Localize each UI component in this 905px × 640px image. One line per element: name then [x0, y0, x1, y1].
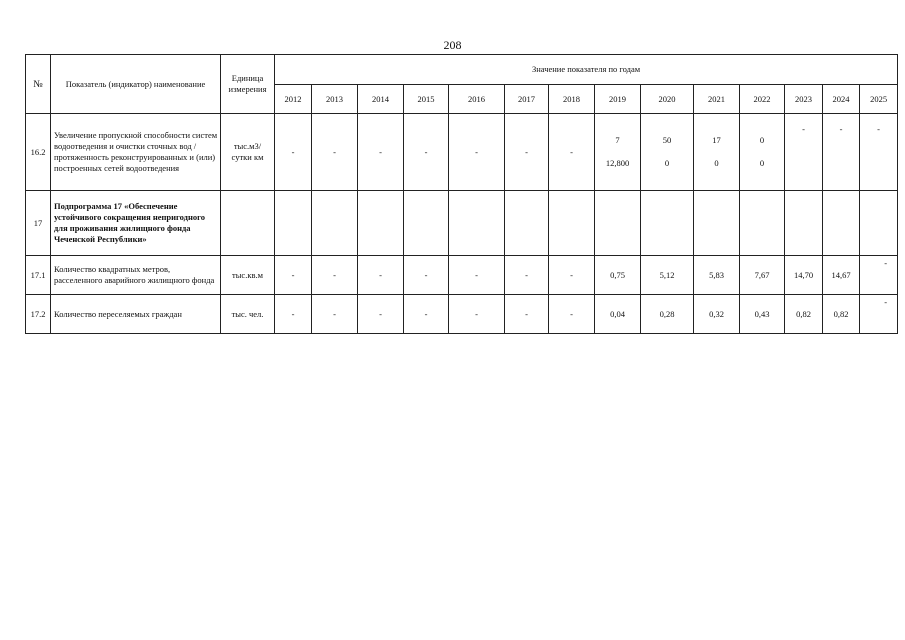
value-cell: 0,28 [641, 295, 694, 334]
value-cell [312, 191, 358, 256]
value-cell [358, 191, 404, 256]
indicator-name-line: протяженность реконструированных и (или) построенных сетей водоотведения [54, 152, 216, 173]
value-cell: 5,12 [641, 256, 694, 295]
value-cell [823, 191, 860, 256]
value-cell: - [505, 295, 549, 334]
value-cell [785, 191, 823, 256]
value-cell [641, 191, 694, 256]
value-line: 50 [662, 135, 672, 145]
value-cell: - [505, 256, 549, 295]
unit-cell: тыс.м3/ сутки км [221, 114, 275, 191]
row-number: 17 [26, 191, 51, 256]
value-cell: - [549, 295, 595, 334]
indicators-table [25, 54, 898, 334]
value-cell: - [449, 114, 505, 191]
value-line: 0 [664, 158, 670, 168]
indicator-name: Количество переселяемых граждан [51, 295, 221, 334]
value-cell: - [275, 114, 312, 191]
value-cell [740, 114, 785, 191]
indicator-name [51, 114, 221, 191]
subprogram-title: Подпрограмма 17 «Обеспечение устойчивого сокращения непригодного для проживания жилищного фонда Чеченской Республики» [51, 191, 221, 256]
table-row [26, 114, 898, 191]
value-cell: 14,67 [823, 256, 860, 295]
value-cell [694, 191, 740, 256]
header-year: 2014 [358, 85, 404, 114]
table-row [26, 256, 898, 295]
value-cell [404, 191, 449, 256]
value-cell: - [275, 295, 312, 334]
value-cell: 0,32 [694, 295, 740, 334]
value-cell: - [358, 256, 404, 295]
value-cell: - [404, 114, 449, 191]
value-cell: - [404, 295, 449, 334]
table-row [26, 295, 898, 334]
header-year: 2012 [275, 85, 312, 114]
value-line: 0 [714, 158, 719, 168]
value-cell [275, 191, 312, 256]
value-cell: - [549, 114, 595, 191]
value-cell [860, 191, 898, 256]
page-number: 208 [443, 38, 462, 52]
header-year: 2024 [823, 85, 860, 114]
table-row [26, 191, 898, 256]
value-line: 0 [759, 158, 765, 168]
value-cell [449, 191, 505, 256]
value-cell [740, 191, 785, 256]
value-cell: 14,70 [785, 256, 823, 295]
value-cell: - [312, 256, 358, 295]
header-number: № [26, 55, 51, 114]
value-cell: - [449, 295, 505, 334]
value-cell: - [358, 295, 404, 334]
header-year: 2022 [740, 85, 785, 114]
header-year: 2017 [505, 85, 549, 114]
value-line: 17 [712, 135, 721, 145]
unit-cell: тыс.кв.м [221, 256, 275, 295]
indicator-name-line: Увеличение пропускной способности систем водоотведения и очистки сточных вод / [54, 130, 218, 151]
value-line: 12,800 [605, 158, 630, 168]
value-cell: - [823, 114, 860, 191]
header-year: 2021 [694, 85, 740, 114]
row-number: 16.2 [26, 114, 51, 191]
row-number: 17.2 [26, 295, 51, 334]
header-year: 2016 [449, 85, 505, 114]
unit-cell: тыс. чел. [221, 295, 275, 334]
row-number: 17.1 [26, 256, 51, 295]
indicator-name: Количество квадратных метров, расселенного аварийного жилищного фонда [51, 256, 221, 295]
value-cell [505, 191, 549, 256]
header-year: 2018 [549, 85, 595, 114]
value-cell [694, 114, 740, 191]
value-cell: - [449, 256, 505, 295]
value-cell: 7,67 [740, 256, 785, 295]
value-cell: - [312, 114, 358, 191]
header-year: 2019 [595, 85, 641, 114]
value-line: 7 [615, 135, 620, 145]
value-cell: 0,82 [785, 295, 823, 334]
value-cell: 0,75 [595, 256, 641, 295]
value-cell: - [860, 256, 898, 295]
value-cell [641, 114, 694, 191]
value-cell [595, 114, 641, 191]
header-indicator-name: Показатель (индикатор) наименование [51, 55, 221, 114]
header-year: 2023 [785, 85, 823, 114]
value-cell: 5,83 [694, 256, 740, 295]
value-cell: - [404, 256, 449, 295]
header-unit: Единица измерения [221, 55, 275, 114]
value-cell [595, 191, 641, 256]
value-cell: - [860, 114, 898, 191]
value-cell [549, 191, 595, 256]
unit-cell [221, 191, 275, 256]
value-cell: - [312, 295, 358, 334]
value-cell: - [549, 256, 595, 295]
value-cell: - [785, 114, 823, 191]
header-year: 2020 [641, 85, 694, 114]
value-line: 0 [759, 135, 765, 145]
header-year: 2013 [312, 85, 358, 114]
value-cell: - [505, 114, 549, 191]
header-year: 2015 [404, 85, 449, 114]
value-cell: 0,04 [595, 295, 641, 334]
header-values-by-year: Значение показателя по годам [275, 55, 898, 85]
header-year: 2025 [860, 85, 898, 114]
header-row [26, 55, 898, 85]
value-cell: - [358, 114, 404, 191]
value-cell: - [860, 295, 898, 334]
value-cell: 0,43 [740, 295, 785, 334]
value-cell: 0,82 [823, 295, 860, 334]
value-cell: - [275, 256, 312, 295]
